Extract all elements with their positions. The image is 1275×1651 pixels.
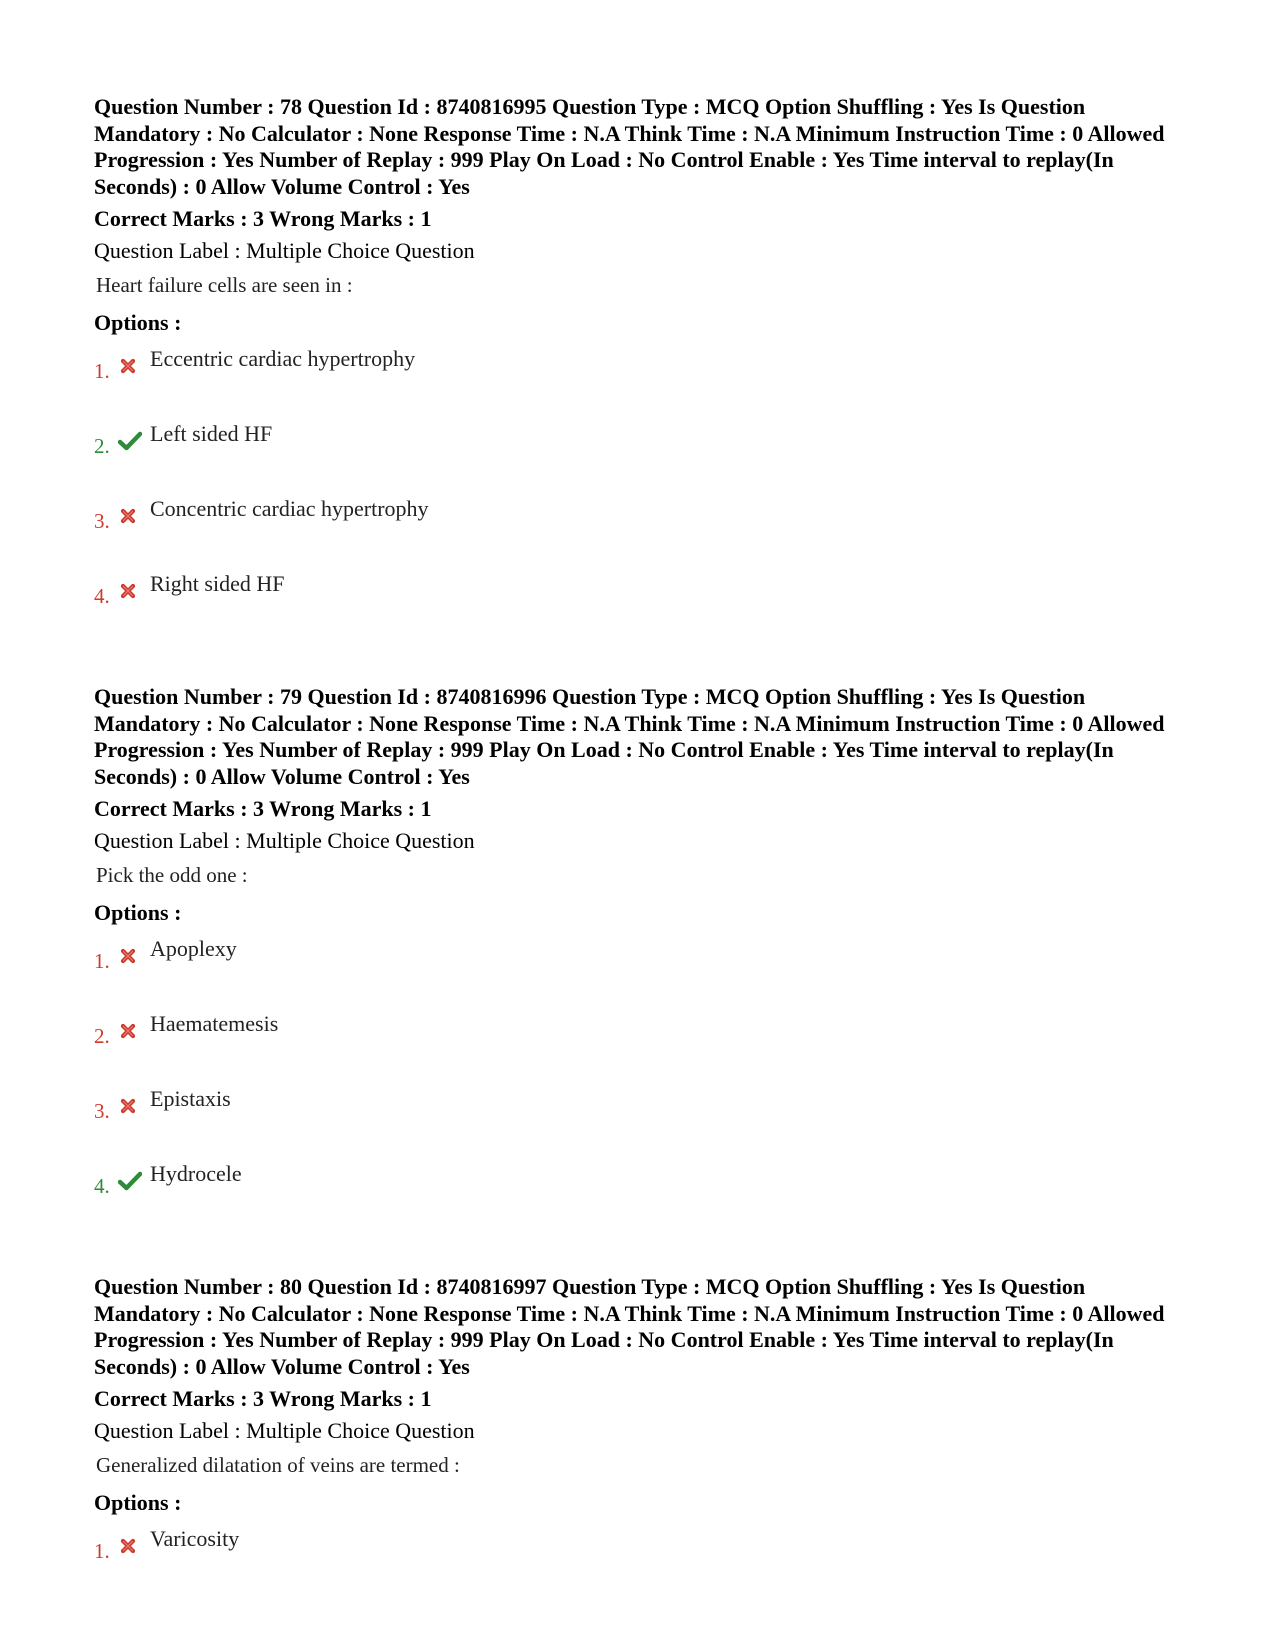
option-item <box>94 486 1194 561</box>
cross-icon <box>118 946 138 966</box>
option-item <box>94 926 1194 1001</box>
question-text: Pick the odd one : <box>96 863 248 887</box>
option-number: 1. <box>94 359 110 383</box>
option-number: 1. <box>94 949 110 973</box>
cross-icon <box>118 506 138 526</box>
question-block-79 <box>94 684 1194 1226</box>
option-text: Epistaxis <box>150 1086 231 1111</box>
cross-icon <box>118 1021 138 1041</box>
option-text: Right sided HF <box>150 571 285 596</box>
question-meta: Question Number : 78 Question Id : 8740816995 Question Type : MCQ Option Shuffling : Yes Is Question Mandatory : No Calculator : None Response Time : N.A Think Time : N.A Minimum Instruction Time : 0 Allowed Progression : Yes Number of Replay : 999 Play On Load : No Control Enable : Yes Time interval to replay(In Seconds) : 0 Allow Volume Control : Yes <box>94 94 1165 199</box>
question-meta: Question Number : 80 Question Id : 8740816997 Question Type : MCQ Option Shuffling : Yes Is Question Mandatory : No Calculator : None Response Time : N.A Think Time : N.A Minimum Instruction Time : 0 Allowed Progression : Yes Number of Replay : 999 Play On Load : No Control Enable : Yes Time interval to replay(In Seconds) : 0 Allow Volume Control : Yes <box>94 1274 1165 1379</box>
check-icon <box>118 431 138 451</box>
cross-icon <box>118 356 138 376</box>
option-text: Left sided HF <box>150 421 273 446</box>
options-heading: Options : <box>94 310 182 335</box>
options-list <box>94 336 1194 636</box>
question-marks: Correct Marks : 3 Wrong Marks : 1 <box>94 206 432 231</box>
question-text: Generalized dilatation of veins are termed : <box>96 1453 460 1477</box>
option-number: 3. <box>94 509 110 533</box>
question-marks: Correct Marks : 3 Wrong Marks : 1 <box>94 1386 432 1411</box>
cross-icon <box>118 1536 138 1556</box>
cross-icon <box>118 1096 138 1116</box>
option-item <box>94 1151 1194 1226</box>
question-block-78 <box>94 94 1194 636</box>
option-number: 3. <box>94 1099 110 1123</box>
options-heading: Options : <box>94 900 182 925</box>
question-label: Question Label : Multiple Choice Question <box>94 1418 475 1443</box>
question-label: Question Label : Multiple Choice Question <box>94 238 475 263</box>
option-number: 2. <box>94 434 110 458</box>
option-text: Haematemesis <box>150 1011 279 1036</box>
question-block-80 <box>94 1274 1194 1591</box>
question-label: Question Label : Multiple Choice Question <box>94 828 475 853</box>
option-number: 4. <box>94 584 110 608</box>
option-item <box>94 561 1194 636</box>
option-text: Hydrocele <box>150 1161 242 1186</box>
option-text: Eccentric cardiac hypertrophy <box>150 346 416 371</box>
options-heading: Options : <box>94 1490 182 1515</box>
option-item <box>94 1076 1194 1151</box>
option-text: Apoplexy <box>150 936 237 961</box>
option-item <box>94 336 1194 411</box>
options-list <box>94 1516 1194 1591</box>
option-item <box>94 1001 1194 1076</box>
option-item <box>94 411 1194 486</box>
question-text: Heart failure cells are seen in : <box>96 273 353 297</box>
question-marks: Correct Marks : 3 Wrong Marks : 1 <box>94 796 432 821</box>
option-number: 2. <box>94 1024 110 1048</box>
options-list <box>94 926 1194 1226</box>
option-item <box>94 1516 1194 1591</box>
option-text: Concentric cardiac hypertrophy <box>150 496 429 521</box>
option-text: Varicosity <box>150 1526 240 1551</box>
cross-icon <box>118 581 138 601</box>
check-icon <box>118 1171 138 1191</box>
option-number: 4. <box>94 1174 110 1198</box>
question-meta: Question Number : 79 Question Id : 8740816996 Question Type : MCQ Option Shuffling : Yes Is Question Mandatory : No Calculator : None Response Time : N.A Think Time : N.A Minimum Instruction Time : 0 Allowed Progression : Yes Number of Replay : 999 Play On Load : No Control Enable : Yes Time interval to replay(In Seconds) : 0 Allow Volume Control : Yes <box>94 684 1165 789</box>
option-number: 1. <box>94 1539 110 1563</box>
